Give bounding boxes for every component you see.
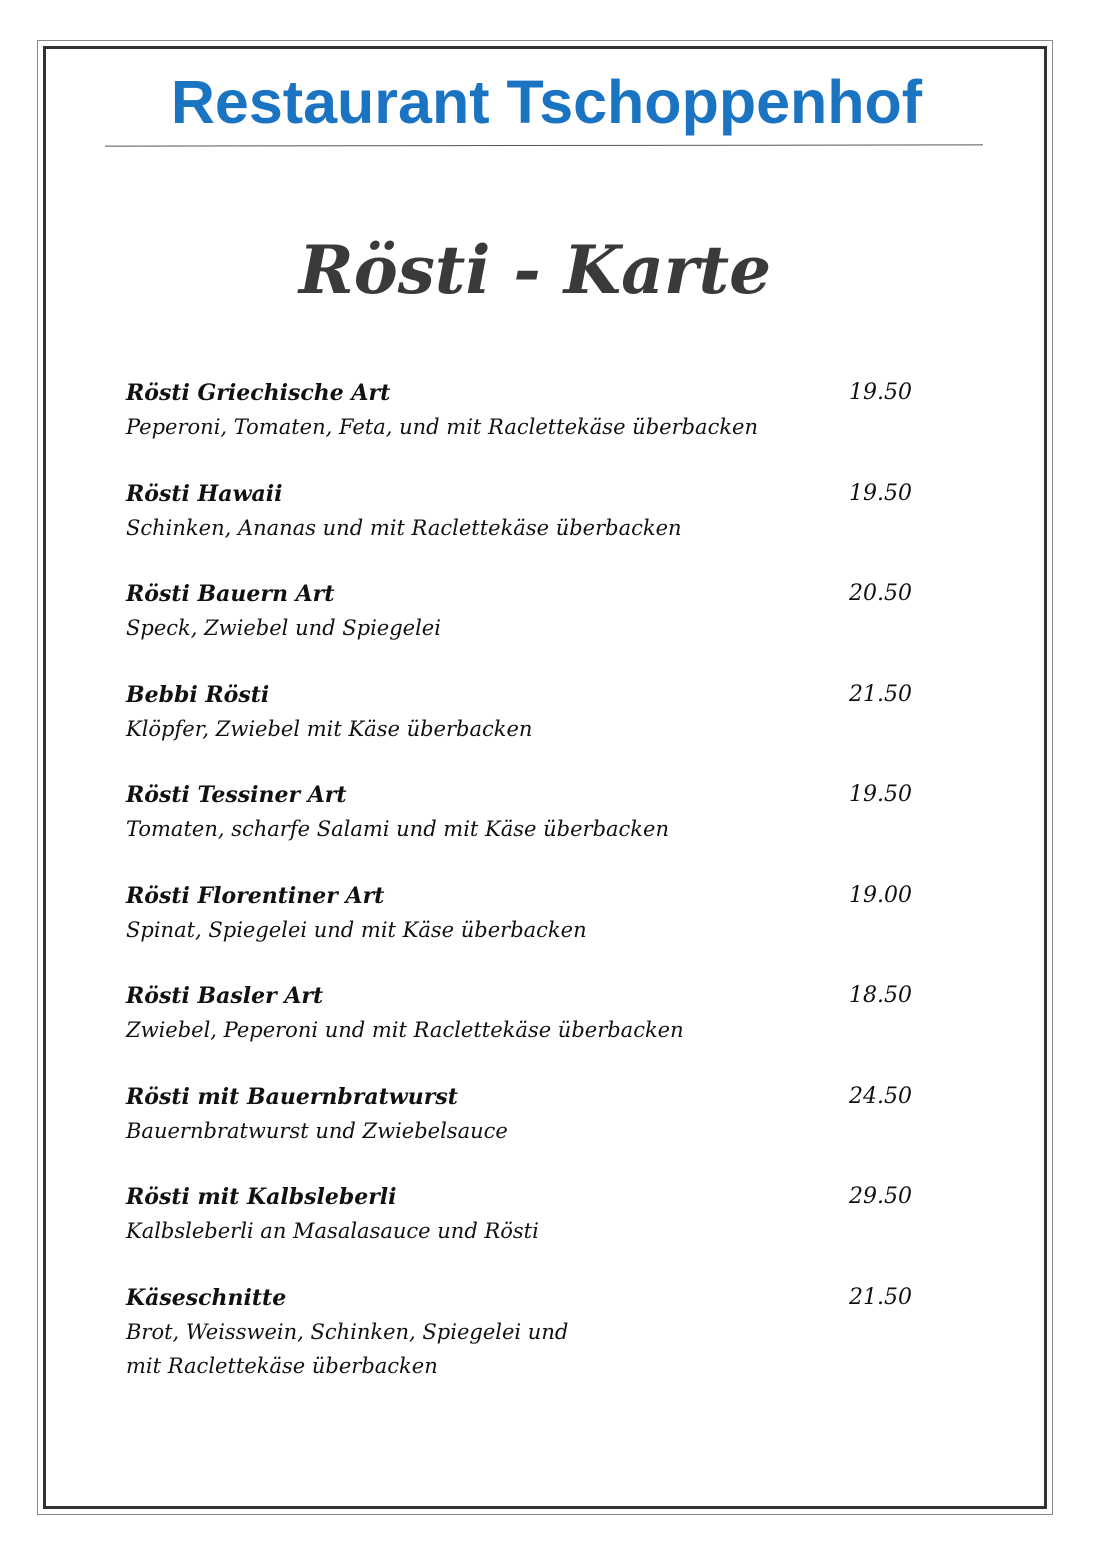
menu-item	[126, 678, 916, 779]
item-name: Rösti mit Bauernbratwurst	[126, 1083, 458, 1110]
item-name: Käseschnitte	[126, 1284, 287, 1311]
item-name: Rösti Basler Art	[126, 983, 324, 1009]
item-price: 19.50	[849, 782, 912, 807]
item-description: Tomaten, scharfe Salami und mit Käse überbacken	[126, 817, 669, 841]
menu-list	[126, 376, 916, 1381]
item-price: 24.50	[849, 1083, 912, 1109]
menu-item	[126, 376, 916, 477]
item-description: Speck, Zwiebel und Spiegelei	[126, 616, 441, 640]
item-description: Zwiebel, Peperoni und mit Raclettekäse überbacken	[126, 1018, 684, 1042]
menu-item	[126, 1281, 916, 1382]
menu-item	[126, 1080, 916, 1181]
item-price: 19.00	[849, 882, 912, 908]
item-description: Schinken, Ananas und mit Raclettekäse überbacken	[126, 515, 682, 540]
item-name: Rösti mit Kalbsleberli	[126, 1184, 397, 1210]
item-description: Spinat, Spiegelei und mit Käse überbacken	[126, 917, 587, 942]
menu-item	[126, 979, 916, 1080]
item-description: Klöpfer, Zwiebel mit Käse überbacken	[126, 716, 533, 741]
item-price: 21.50	[849, 1284, 912, 1310]
item-price: 19.50	[849, 380, 912, 405]
menu-item	[126, 577, 916, 678]
item-price: 21.50	[849, 681, 912, 707]
item-price: 18.50	[849, 983, 912, 1008]
menu-item	[126, 477, 916, 578]
menu-item	[126, 1180, 916, 1281]
item-price: 19.50	[849, 480, 912, 506]
item-description: Peperoni, Tomaten, Feta, und mit Raclettekäse überbacken	[126, 415, 759, 439]
item-price: 20.50	[849, 581, 912, 606]
menu-item	[126, 879, 916, 980]
item-name: Rösti Tessiner Art	[126, 782, 347, 808]
item-description: Kalbsleberli an Masalasauce und Rösti	[126, 1219, 539, 1243]
menu-item	[126, 778, 916, 879]
item-name: Rösti Griechische Art	[126, 380, 391, 406]
item-name: Bebbi Rösti	[126, 681, 270, 708]
item-name: Rösti Hawaii	[126, 480, 283, 507]
menu-title: Rösti - Karte	[298, 231, 772, 309]
item-description: Bauernbratwurst und Zwiebelsauce	[126, 1118, 508, 1143]
item-name: Rösti Bauern Art	[126, 581, 335, 607]
item-name: Rösti Florentiner Art	[126, 882, 385, 909]
item-description: Brot, Weisswein, Schinken, Spiegelei und mit Raclettekäse überbacken	[126, 1319, 569, 1378]
restaurant-name: Restaurant Tschoppenhof	[170, 68, 923, 136]
item-price: 29.50	[849, 1184, 912, 1209]
